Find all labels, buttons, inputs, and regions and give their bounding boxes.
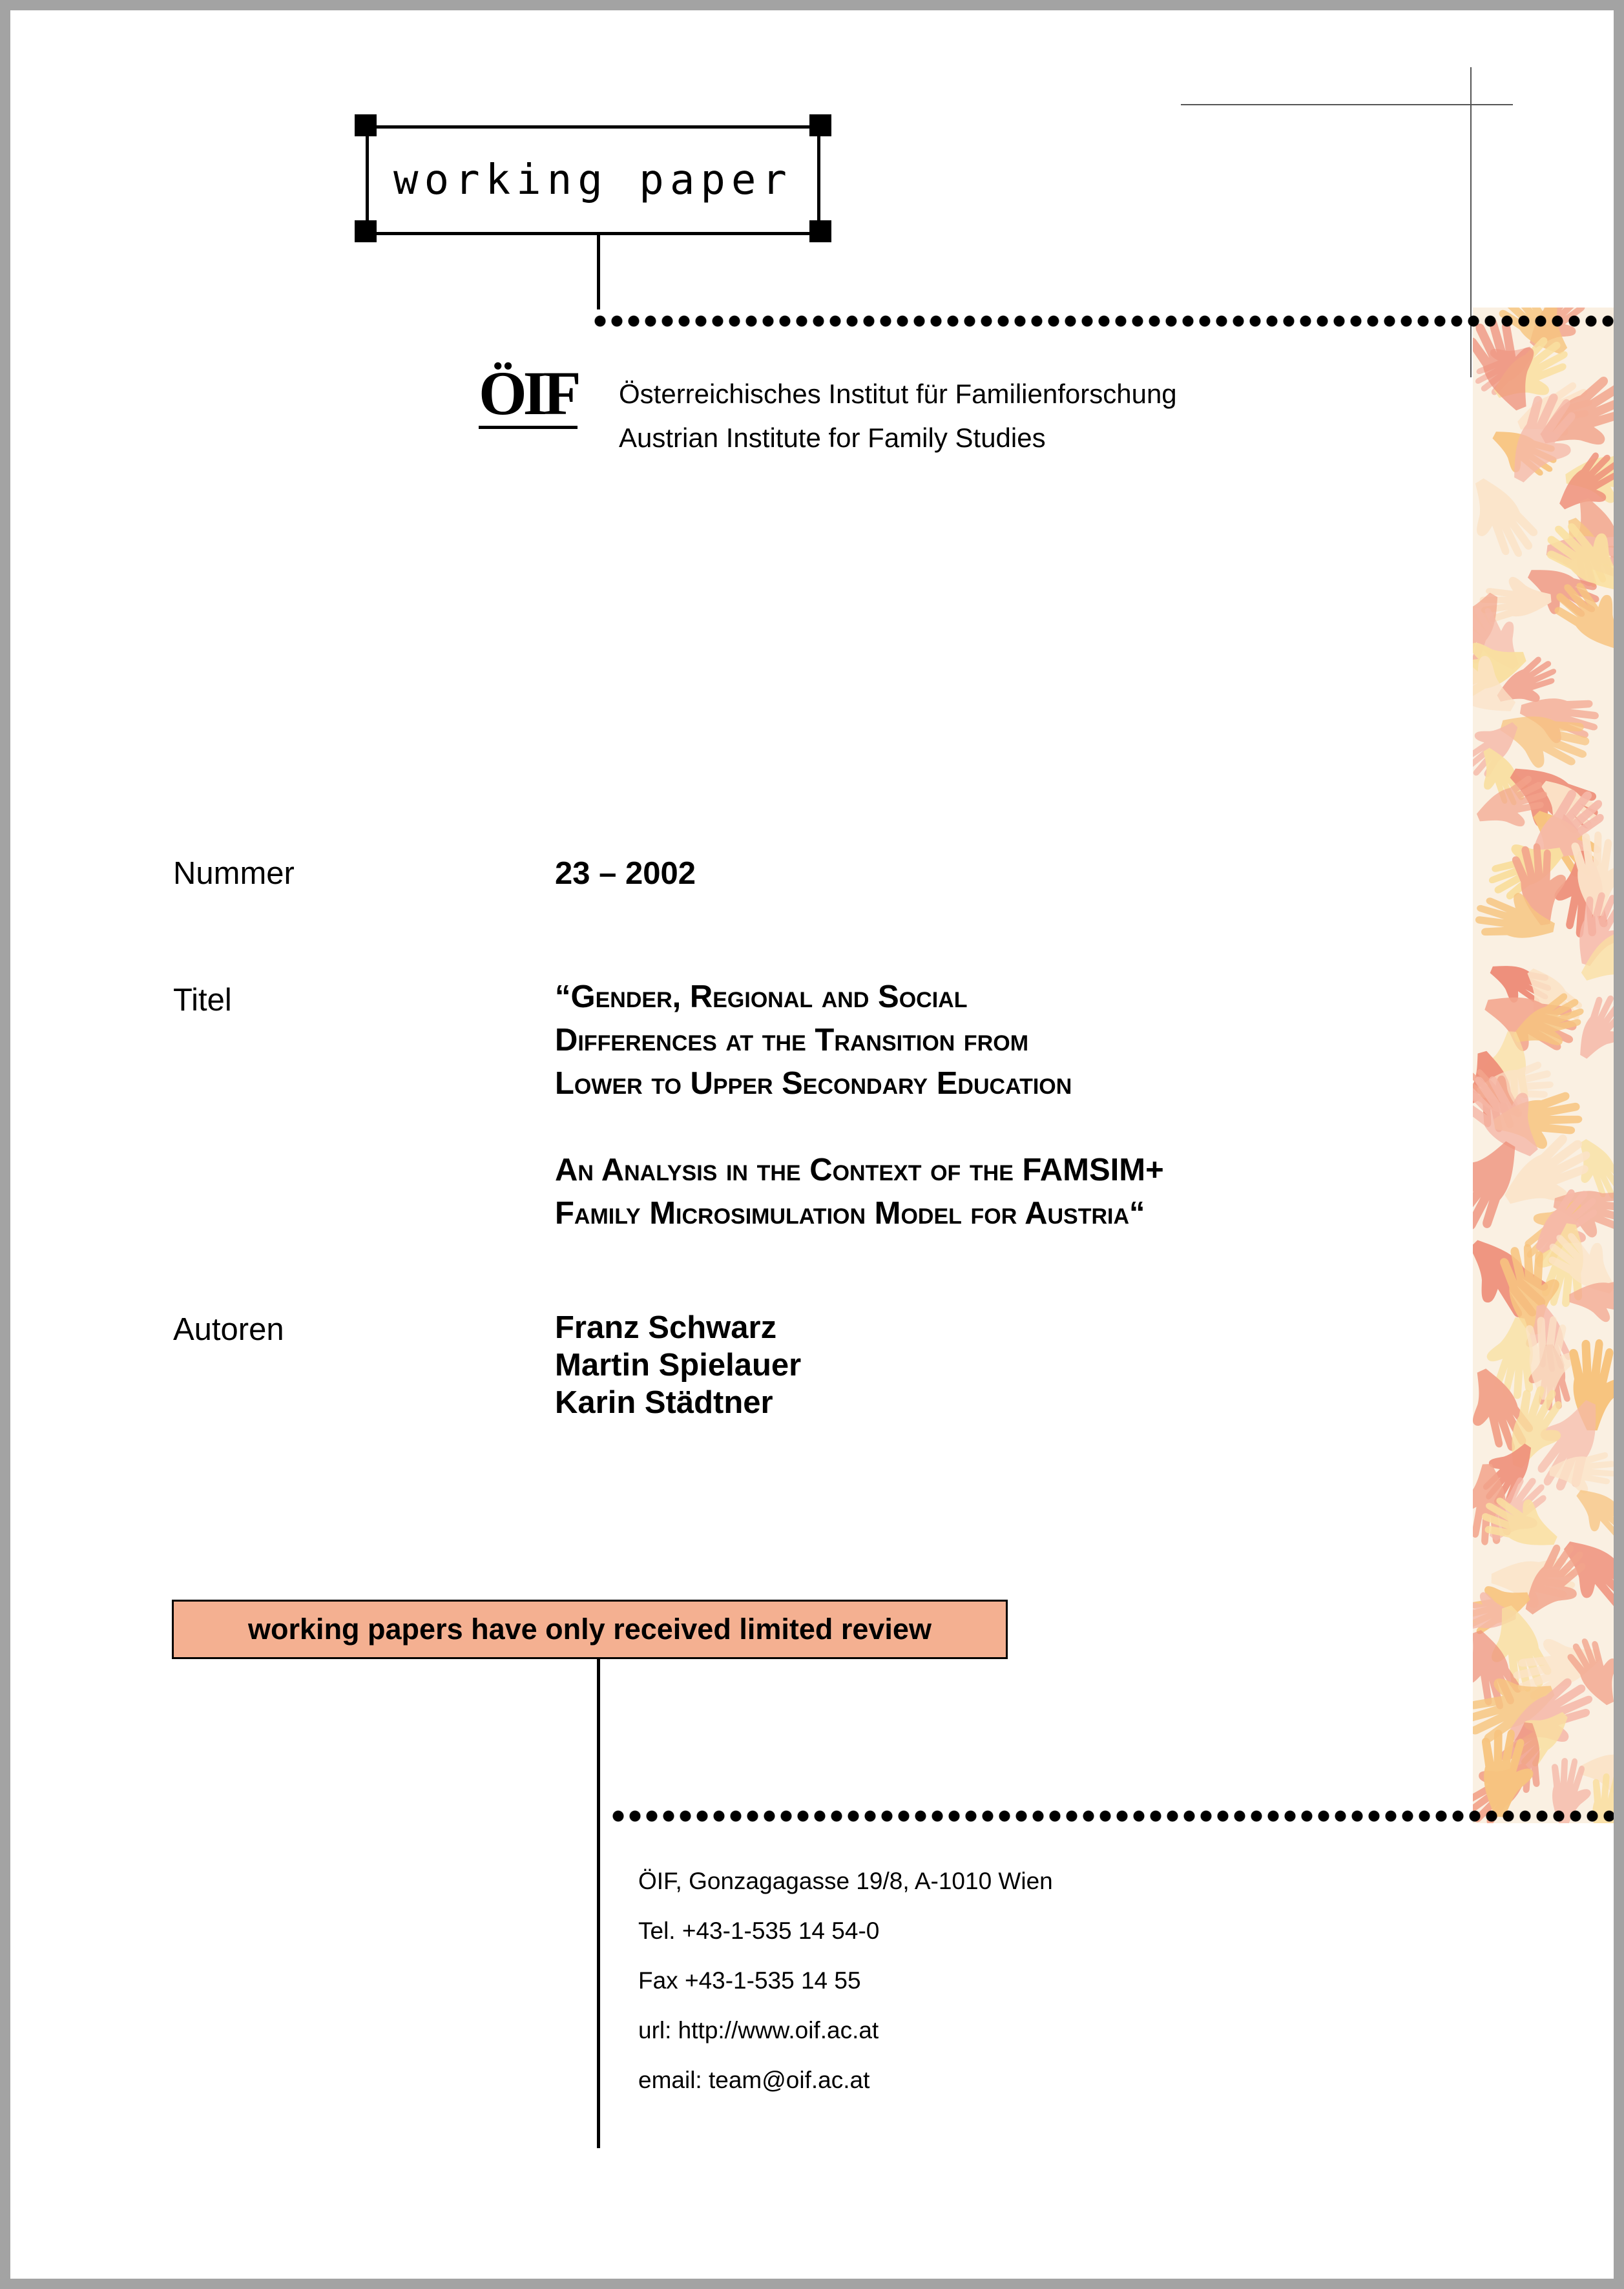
title-spacer [555, 1105, 1164, 1149]
hand-print-icon [1473, 469, 1544, 569]
institute-name-german: Österreichisches Institut für Familienforschung [619, 379, 1177, 409]
author-name: Karin Städtner [555, 1385, 773, 1420]
top-dotted-line [592, 314, 1614, 328]
review-connector-line [597, 1659, 600, 2148]
crosshair-horizontal-line [1181, 104, 1513, 105]
oif-logo: ÖIF [479, 359, 578, 428]
contact-url: url: http://www.oif.ac.at [638, 2017, 879, 2043]
title-line: “Gender, Regional and Social [555, 979, 968, 1014]
author-name: Martin Spielauer [555, 1348, 802, 1383]
contact-fax: Fax +43-1-535 14 55 [638, 1967, 861, 1994]
title-line: Differences at the Transition from [555, 1023, 1029, 1058]
crosshair-vertical-line [1470, 67, 1472, 377]
title-line: Lower to Upper Secondary Education [555, 1066, 1072, 1101]
author-name: Franz Schwarz [555, 1310, 777, 1345]
contact-telephone: Tel. +43-1-535 14 54-0 [638, 1918, 880, 1944]
authors-list [555, 1309, 801, 1421]
contact-address: ÖIF, Gonzagagasse 19/8, A-1010 Wien [638, 1868, 1053, 1894]
title-label: Titel [173, 983, 232, 1018]
limited-review-text: working papers have only received limited review [248, 1613, 932, 1646]
document-page [10, 10, 1614, 2279]
working-paper-badge-text: working paper [393, 156, 793, 204]
badge-corner-top-left [355, 114, 377, 136]
title-line: An Analysis in the Context of the FAMSIM+ [555, 1153, 1164, 1187]
authors-label: Autoren [173, 1312, 284, 1347]
institute-name-english: Austrian Institute for Family Studies [619, 423, 1046, 453]
badge-corner-bottom-left [355, 220, 377, 242]
hand-print-icon [1565, 1479, 1614, 1549]
title-block [555, 976, 1164, 1235]
hands-pattern [1473, 308, 1614, 1823]
limited-review-notice [172, 1600, 1008, 1659]
badge-corner-top-right [809, 114, 831, 136]
number-value: 23 – 2002 [555, 856, 696, 891]
contact-email: email: team@oif.ac.at [638, 2067, 870, 2093]
bottom-dotted-line [610, 1809, 1614, 1823]
working-paper-badge [366, 125, 820, 235]
badge-connector-line [597, 233, 600, 309]
hands-pattern-strip [1473, 308, 1614, 1823]
badge-corner-bottom-right [809, 220, 831, 242]
number-label: Nummer [173, 856, 295, 891]
title-line: Family Microsimulation Model for Austria“ [555, 1196, 1145, 1231]
